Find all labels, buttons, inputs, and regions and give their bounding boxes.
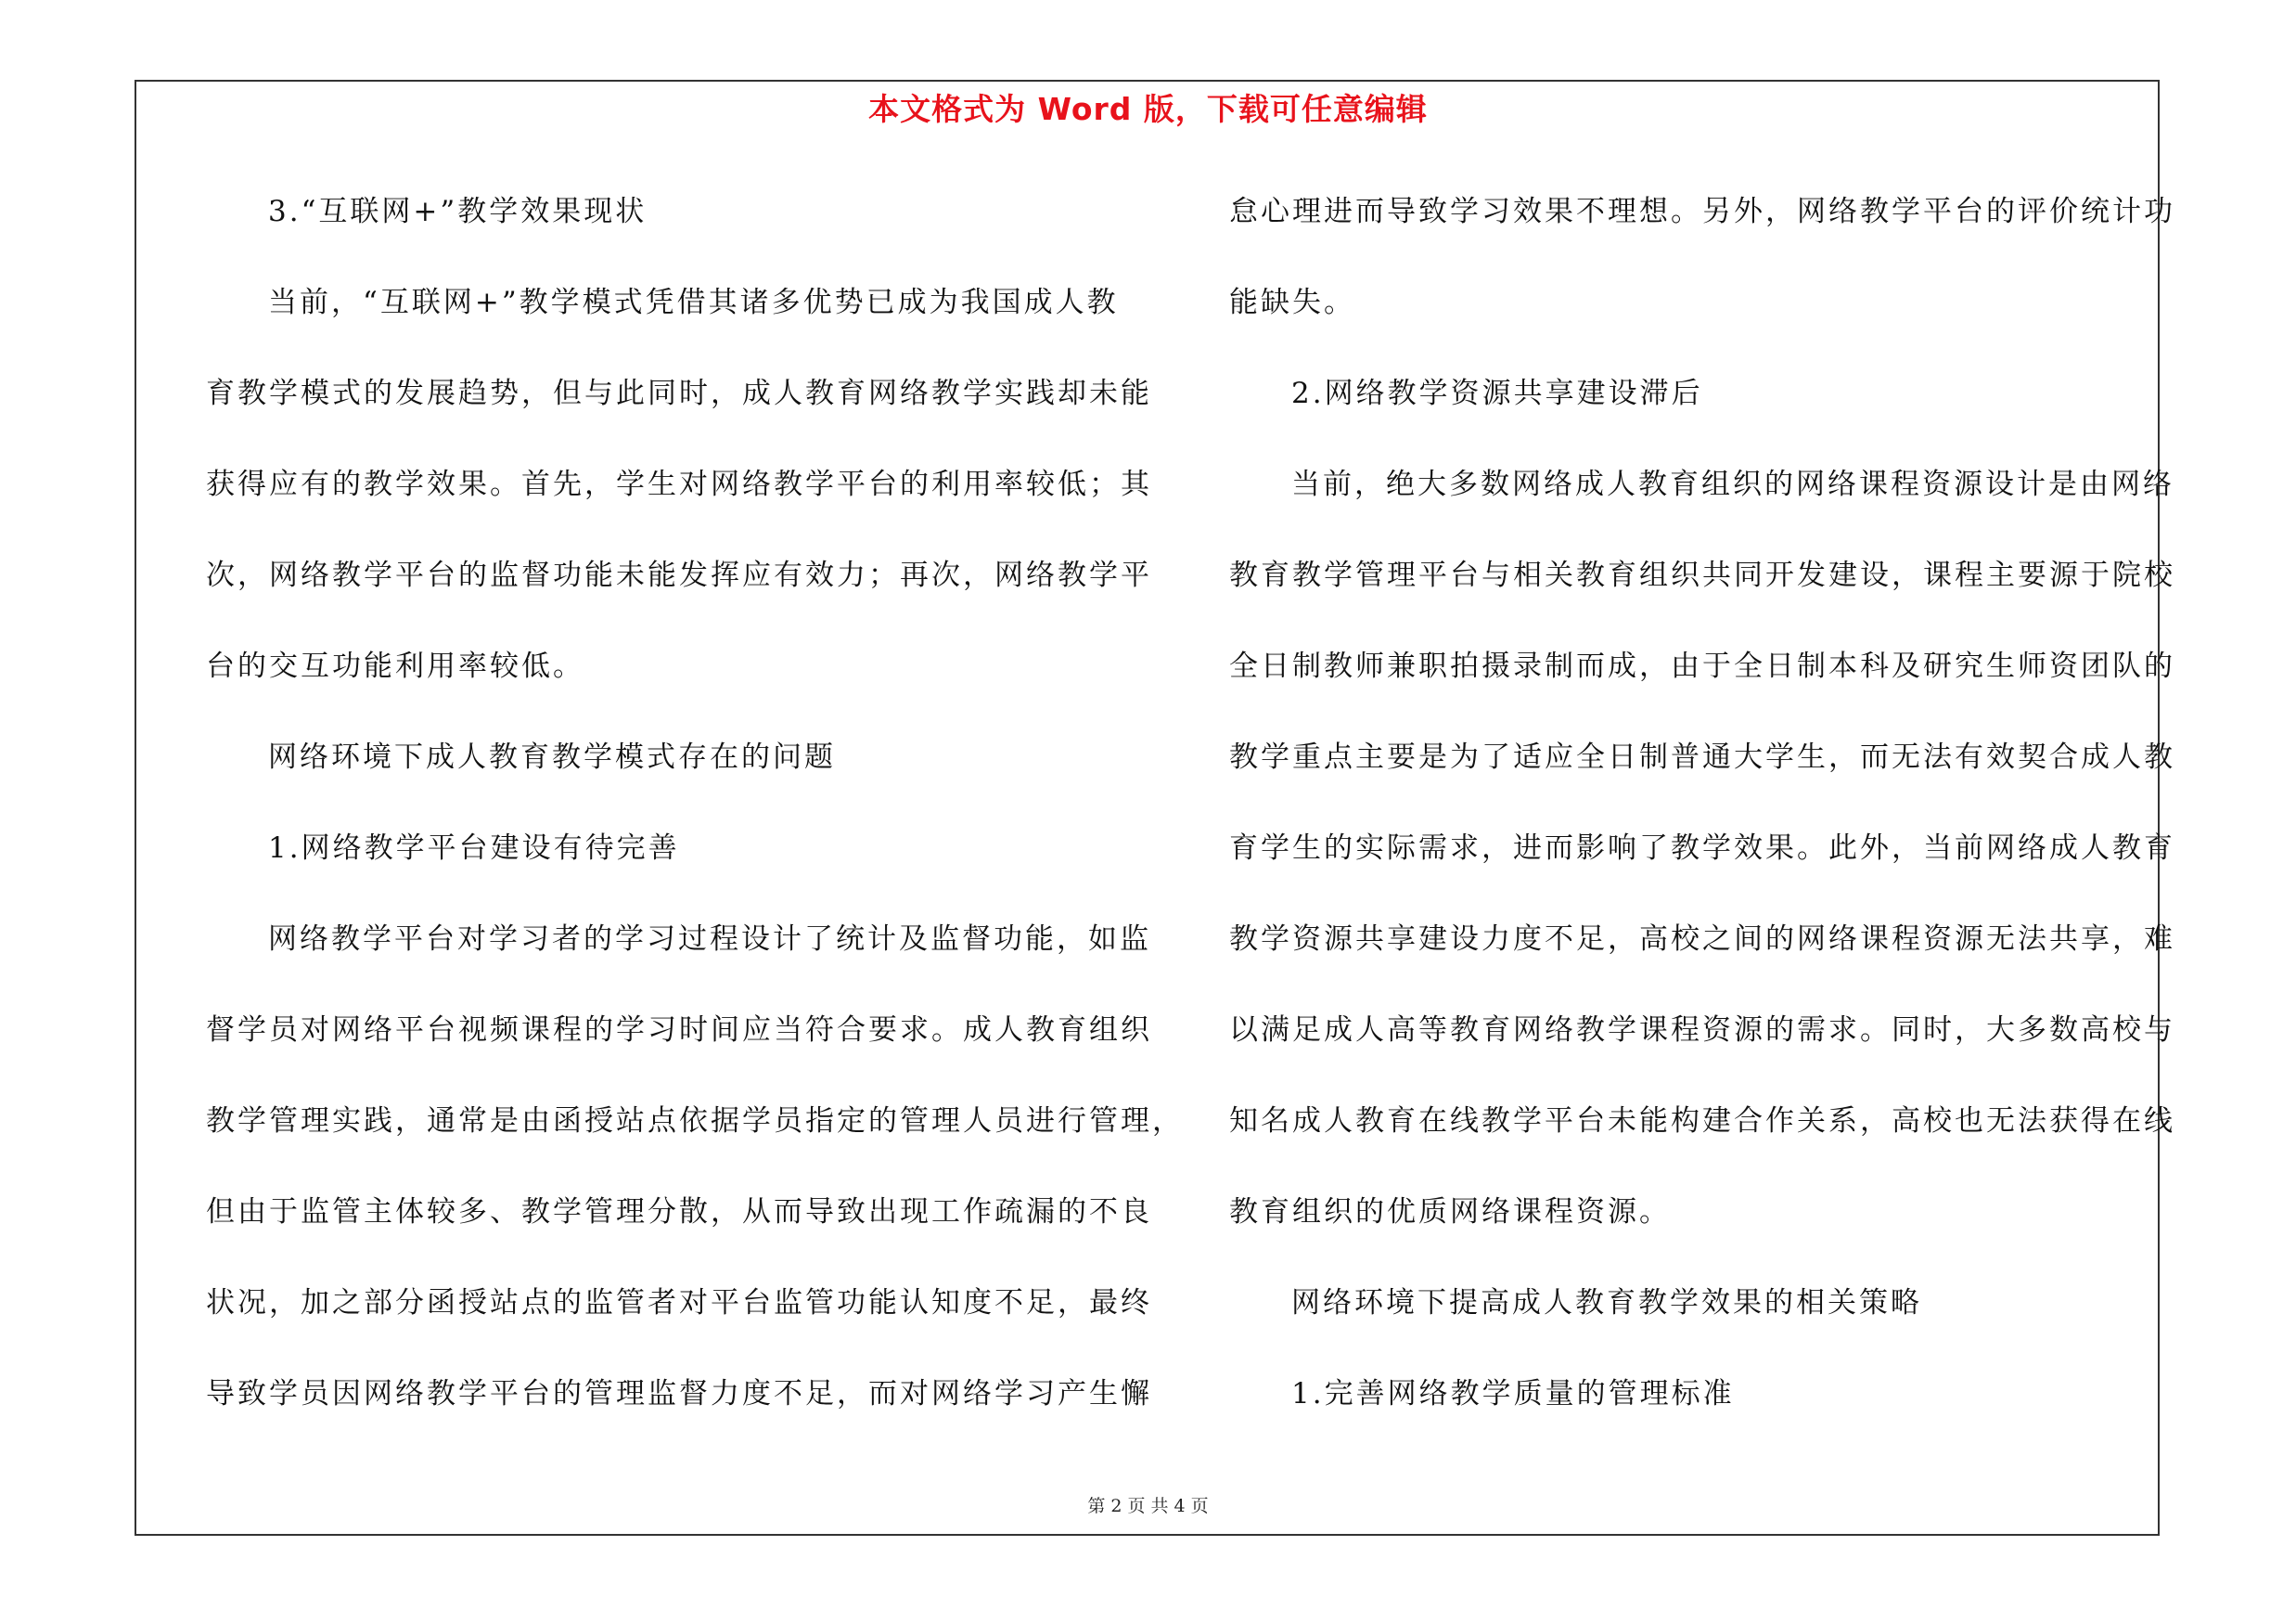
text-line: 状况，加之部分函授站点的监管者对平台监管功能认知度不足，最终 bbox=[206, 1286, 1152, 1320]
text-line: 育学生的实际需求，进而影响了教学效果。此外，当前网络成人教育 bbox=[1229, 831, 2175, 865]
text-line: 台的交互功能利用率较低。 bbox=[206, 650, 584, 683]
page-number-footer: 第 2 页 共 4 页 bbox=[1087, 1496, 1209, 1516]
text-line: 教学资源共享建设力度不足，高校之间的网络课程资源无法共享，难 bbox=[1229, 922, 2175, 956]
text-line: 以满足成人高等教育网络教学课程资源的需求。同时，大多数高校与 bbox=[1229, 1013, 2175, 1047]
text-line: 但由于监管主体较多、教学管理分散，从而导致出现工作疏漏的不良 bbox=[206, 1195, 1152, 1229]
text-line: 获得应有的教学效果。首先，学生对网络教学平台的利用率较低；其 bbox=[206, 468, 1152, 501]
text-line: 网络环境下成人教育教学模式存在的问题 bbox=[268, 741, 836, 774]
right-column bbox=[1229, 182, 2175, 1455]
text-line: 教育教学管理平台与相关教育组织共同开发建设，课程主要源于院校 bbox=[1229, 559, 2175, 592]
text-line: 怠心理进而导致学习效果不理想。另外，网络教学平台的评价统计功 bbox=[1229, 195, 2175, 228]
text-line: 全日制教师兼职拍摄录制而成，由于全日制本科及研究生师资团队的 bbox=[1229, 650, 2175, 683]
left-column bbox=[206, 182, 1184, 1455]
text-line: 网络环境下提高成人教育教学效果的相关策略 bbox=[1291, 1286, 1922, 1320]
text-line: 1.完善网络教学质量的管理标准 bbox=[1291, 1377, 1735, 1410]
text-line: 次，网络教学平台的监督功能未能发挥应有效力；再次，网络教学平 bbox=[206, 559, 1152, 592]
text-line: 教学重点主要是为了适应全日制普通大学生，而无法有效契合成人教 bbox=[1229, 741, 2175, 774]
text-line: 育教学模式的发展趋势，但与此同时，成人教育网络教学实践却未能 bbox=[206, 377, 1152, 410]
text-line: 当前，绝大多数网络成人教育组织的网络课程资源设计是由网络 bbox=[1291, 468, 2174, 501]
text-line: 网络教学平台对学习者的学习过程设计了统计及监督功能，如监 bbox=[268, 922, 1151, 956]
text-line: 督学员对网络平台视频课程的学习时间应当符合要求。成人教育组织 bbox=[206, 1013, 1152, 1047]
text-line: 2.网络教学资源共享建设滞后 bbox=[1291, 377, 1703, 410]
text-line: 1.网络教学平台建设有待完善 bbox=[268, 831, 680, 865]
text-line: 3.“互联网+”教学效果现状 bbox=[268, 195, 648, 228]
text-line: 导致学员因网络教学平台的管理监督力度不足，而对网络学习产生懈 bbox=[206, 1377, 1152, 1410]
text-line: 教育组织的优质网络课程资源。 bbox=[1229, 1195, 1671, 1229]
format-banner: 本文格式为 Word 版，下载可任意编辑 bbox=[868, 91, 1428, 127]
text-line: 教学管理实践，通常是由函授站点依据学员指定的管理人员进行管理， bbox=[206, 1104, 1184, 1138]
text-line: 知名成人教育在线教学平台未能构建合作关系，高校也无法获得在线 bbox=[1229, 1104, 2175, 1138]
text-line: 当前，“互联网+”教学模式凭借其诸多优势已成为我国成人教 bbox=[268, 286, 1119, 319]
text-line: 能缺失。 bbox=[1229, 286, 1355, 319]
